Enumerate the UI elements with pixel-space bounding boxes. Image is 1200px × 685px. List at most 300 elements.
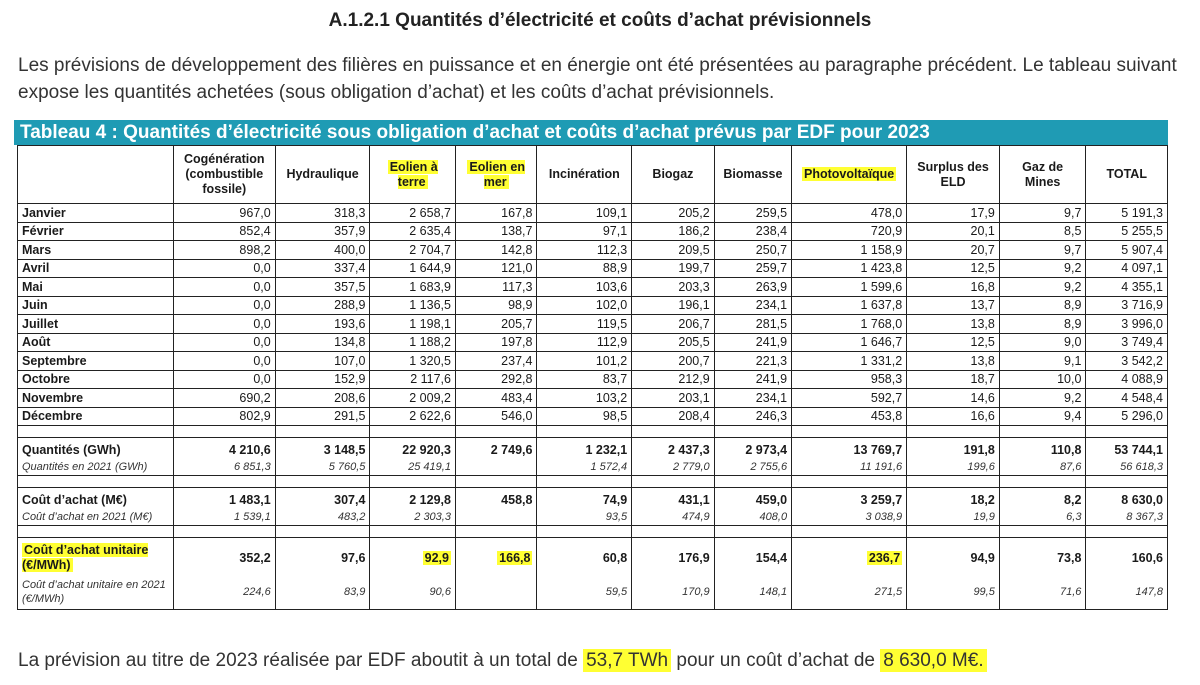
spacer-cell	[173, 526, 275, 538]
table-row	[18, 241, 1168, 260]
table-cell: 3 038,9	[792, 510, 907, 526]
table-cell: 186,2	[632, 222, 715, 241]
table-row	[18, 204, 1168, 223]
table-cell: 203,1	[632, 389, 715, 408]
spacer-cell	[455, 476, 536, 488]
table-cell: 1 539,1	[173, 510, 275, 526]
table-cell: 17,9	[907, 204, 1000, 223]
table-cell: 0,0	[173, 352, 275, 371]
row-label: Coût d’achat unitaire en 2021 (€/MWh)	[18, 576, 174, 610]
row-label: Mars	[18, 241, 174, 260]
cout-unitaire-row	[18, 538, 1168, 576]
table-cell: 176,9	[632, 538, 715, 576]
row-label: Juin	[18, 296, 174, 315]
table-cell: 160,6	[1086, 538, 1168, 576]
spacer-cell	[907, 526, 1000, 538]
table-cell: 259,5	[714, 204, 791, 223]
table-cell: 60,8	[537, 538, 632, 576]
table-row	[18, 370, 1168, 389]
table-cell: 107,0	[275, 352, 370, 371]
table-cell: 121,0	[455, 259, 536, 278]
highlighted-value: 92,9	[424, 550, 449, 565]
table-cell	[370, 538, 456, 576]
table-cell: 3 259,7	[792, 488, 907, 510]
table-cell: 88,9	[537, 259, 632, 278]
table-cell: 13,7	[907, 296, 1000, 315]
table-cell: 458,8	[455, 488, 536, 510]
table-cell: 8,2	[999, 488, 1086, 510]
table-row	[18, 222, 1168, 241]
table-cell: 112,9	[537, 333, 632, 352]
table-cell: 237,4	[455, 352, 536, 371]
table-cell: 1 768,0	[792, 315, 907, 334]
table-cell: 958,3	[792, 370, 907, 389]
table-cell: 53 744,1	[1086, 438, 1168, 460]
spacer-cell	[537, 426, 632, 438]
spacer-cell	[18, 476, 174, 488]
table-cell: 241,9	[714, 370, 791, 389]
table-row	[18, 352, 1168, 371]
table-cell: 0,0	[173, 370, 275, 389]
table-cell: 1 572,4	[537, 460, 632, 476]
row-label: Novembre	[18, 389, 174, 408]
spacer-cell	[792, 476, 907, 488]
table-cell: 2 658,7	[370, 204, 456, 223]
table-row	[18, 315, 1168, 334]
row-label: Septembre	[18, 352, 174, 371]
table-cell: 357,9	[275, 222, 370, 241]
table-cell: 9,4	[999, 407, 1086, 426]
spacer-cell	[632, 476, 715, 488]
table-cell: 8,9	[999, 296, 1086, 315]
table-cell: 5 255,5	[1086, 222, 1168, 241]
spacer-cell	[632, 526, 715, 538]
row-label: Août	[18, 333, 174, 352]
table-body	[18, 204, 1168, 610]
table-cell: 148,1	[714, 576, 791, 610]
spacer-cell	[714, 476, 791, 488]
table-cell: 13,8	[907, 352, 1000, 371]
table-cell: 193,6	[275, 315, 370, 334]
table-cell: 9,2	[999, 389, 1086, 408]
table-cell: 352,2	[173, 538, 275, 576]
spacer-cell	[792, 526, 907, 538]
table-cell: 0,0	[173, 315, 275, 334]
table-cell: 1 423,8	[792, 259, 907, 278]
table-cell: 87,6	[999, 460, 1086, 476]
intro-paragraph: Les prévisions de développement des filières en puissance et en énergie ont été présentées au paragraphe précédent. Le tableau suivant expose les quantités achetées (sous obligation d’achat) et les coûts d’achat prévisionnels.	[18, 55, 1177, 103]
table-cell: 98,9	[455, 296, 536, 315]
quantites-row	[18, 438, 1168, 460]
table-cell: 1 158,9	[792, 241, 907, 260]
row-label: Quantités (GWh)	[18, 438, 174, 460]
spacer-cell	[370, 526, 456, 538]
col-header-incineration: Incinération	[537, 146, 632, 204]
table-cell: 205,7	[455, 315, 536, 334]
spacer-row	[18, 426, 1168, 438]
table-cell: 10,0	[999, 370, 1086, 389]
table-cell: 12,5	[907, 259, 1000, 278]
table-cell: 0,0	[173, 259, 275, 278]
row-label: Janvier	[18, 204, 174, 223]
table-cell: 16,6	[907, 407, 1000, 426]
table-cell: 8,5	[999, 222, 1086, 241]
table-cell: 19,9	[907, 510, 1000, 526]
col-header-photovoltaique-label: Photovoltaïque	[803, 167, 895, 181]
table-cell: 259,7	[714, 259, 791, 278]
corner-cell	[18, 146, 174, 204]
table-cell: 234,1	[714, 296, 791, 315]
spacer-cell	[999, 476, 1086, 488]
highlighted-value: 166,8	[499, 550, 531, 565]
row-label	[18, 538, 174, 576]
table-cell: 5 907,4	[1086, 241, 1168, 260]
table-cell	[455, 576, 536, 610]
table-cell: 5 191,3	[1086, 204, 1168, 223]
table-cell: 9,7	[999, 241, 1086, 260]
table-cell: 167,8	[455, 204, 536, 223]
table-cell: 357,5	[275, 278, 370, 297]
table-cell: 1 188,2	[370, 333, 456, 352]
cout-row	[18, 488, 1168, 510]
purchase-table	[17, 145, 1168, 610]
table-cell: 59,5	[537, 576, 632, 610]
row-label: Coût d’achat en 2021 (M€)	[18, 510, 174, 526]
table-row	[18, 407, 1168, 426]
row-label: Décembre	[18, 407, 174, 426]
table-cell: 474,9	[632, 510, 715, 526]
table-cell: 191,8	[907, 438, 1000, 460]
table-cell: 97,6	[275, 538, 370, 576]
spacer-cell	[999, 526, 1086, 538]
table-cell: 967,0	[173, 204, 275, 223]
table-cell: 154,4	[714, 538, 791, 576]
section-title: A.1.2.1 Quantités d’électricité et coûts d’achat prévisionnels	[328, 10, 872, 31]
table-cell: 71,6	[999, 576, 1086, 610]
table-cell: 1 637,8	[792, 296, 907, 315]
table-cell: 209,5	[632, 241, 715, 260]
table-row	[18, 259, 1168, 278]
spacer-cell	[1086, 426, 1168, 438]
row-label: Avril	[18, 259, 174, 278]
row-label: Octobre	[18, 370, 174, 389]
table-cell: 9,7	[999, 204, 1086, 223]
table-cell: 483,2	[275, 510, 370, 526]
spacer-cell	[455, 526, 536, 538]
table-cell: 147,8	[1086, 576, 1168, 610]
table-cell: 2 129,8	[370, 488, 456, 510]
table-cell: 196,1	[632, 296, 715, 315]
table-cell: 5 760,5	[275, 460, 370, 476]
col-header-cogeneration: Cogénération (combustible fossile)	[173, 146, 275, 204]
table-cell: 9,0	[999, 333, 1086, 352]
spacer-cell	[714, 526, 791, 538]
spacer-cell	[632, 426, 715, 438]
table-cell: 13,8	[907, 315, 1000, 334]
table-cell: 3 716,9	[1086, 296, 1168, 315]
table-cell: 238,4	[714, 222, 791, 241]
table-cell: 2 749,6	[455, 438, 536, 460]
table-cell: 2 622,6	[370, 407, 456, 426]
table-cell: 2 779,0	[632, 460, 715, 476]
table-cell: 205,5	[632, 333, 715, 352]
table-cell: 73,8	[999, 538, 1086, 576]
col-header-eolien-terre	[370, 146, 456, 204]
table-cell: 199,6	[907, 460, 1000, 476]
table-cell: 11 191,6	[792, 460, 907, 476]
table-cell: 200,7	[632, 352, 715, 371]
table-cell: 546,0	[455, 407, 536, 426]
col-header-eolien-mer-label: Eolien en mer	[469, 159, 525, 189]
table-cell: 9,2	[999, 278, 1086, 297]
table-cell: 241,9	[714, 333, 791, 352]
table-cell: 271,5	[792, 576, 907, 610]
col-header-photovoltaique	[792, 146, 907, 204]
quantites-2021-row	[18, 460, 1168, 476]
col-header-biogaz: Biogaz	[632, 146, 715, 204]
table-cell: 119,5	[537, 315, 632, 334]
table-cell: 1 683,9	[370, 278, 456, 297]
footer-total-cost: 8 630,0 M€.	[880, 649, 986, 672]
cout-2021-row	[18, 510, 1168, 526]
table-cell: 199,7	[632, 259, 715, 278]
table-cell: 103,2	[537, 389, 632, 408]
table-cell: 56 618,3	[1086, 460, 1168, 476]
col-header-gaz-mines: Gaz de Mines	[999, 146, 1086, 204]
footer-summary	[18, 650, 987, 672]
spacer-cell	[1086, 526, 1168, 538]
table-cell: 208,6	[275, 389, 370, 408]
spacer-cell	[275, 476, 370, 488]
table-cell: 16,8	[907, 278, 1000, 297]
table-cell: 307,4	[275, 488, 370, 510]
spacer-row	[18, 526, 1168, 538]
table-cell: 14,6	[907, 389, 1000, 408]
row-label: Mai	[18, 278, 174, 297]
header-row	[18, 146, 1168, 204]
table-cell: 4 355,1	[1086, 278, 1168, 297]
table-cell: 4 088,9	[1086, 370, 1168, 389]
spacer-cell	[537, 526, 632, 538]
table-cell: 20,1	[907, 222, 1000, 241]
table-cell: 1 599,6	[792, 278, 907, 297]
table-cell: 22 920,3	[370, 438, 456, 460]
table-cell: 101,2	[537, 352, 632, 371]
spacer-cell	[907, 426, 1000, 438]
table-cell: 291,5	[275, 407, 370, 426]
col-header-surplus-eld: Surplus des ELD	[907, 146, 1000, 204]
table-cell: 18,2	[907, 488, 1000, 510]
table-cell: 3 996,0	[1086, 315, 1168, 334]
table-cell: 170,9	[632, 576, 715, 610]
table-cell: 431,1	[632, 488, 715, 510]
spacer-cell	[537, 476, 632, 488]
table-cell: 2 973,4	[714, 438, 791, 460]
table-cell: 9,2	[999, 259, 1086, 278]
row-label: Juillet	[18, 315, 174, 334]
table-row	[18, 296, 1168, 315]
footer-total-energy: 53,7 TWh	[583, 649, 671, 672]
table-cell: 8,9	[999, 315, 1086, 334]
table-cell: 6 851,3	[173, 460, 275, 476]
spacer-cell	[18, 526, 174, 538]
table-cell: 3 542,2	[1086, 352, 1168, 371]
col-header-hydraulique: Hydraulique	[275, 146, 370, 204]
table-cell: 1 646,7	[792, 333, 907, 352]
spacer-cell	[370, 426, 456, 438]
table-cell: 1 136,5	[370, 296, 456, 315]
table-cell: 93,5	[537, 510, 632, 526]
row-label: Coût d’achat (M€)	[18, 488, 174, 510]
table-cell: 6,3	[999, 510, 1086, 526]
table-cell: 246,3	[714, 407, 791, 426]
table-cell: 281,5	[714, 315, 791, 334]
table-cell: 1 198,1	[370, 315, 456, 334]
table-cell: 400,0	[275, 241, 370, 260]
table-cell: 318,3	[275, 204, 370, 223]
table-cell: 90,6	[370, 576, 456, 610]
table-cell: 2 755,6	[714, 460, 791, 476]
row-label: Quantités en 2021 (GWh)	[18, 460, 174, 476]
table-cell: 1 320,5	[370, 352, 456, 371]
table-cell: 250,7	[714, 241, 791, 260]
table-cell: 221,3	[714, 352, 791, 371]
table-cell: 592,7	[792, 389, 907, 408]
spacer-cell	[455, 426, 536, 438]
table-cell: 408,0	[714, 510, 791, 526]
spacer-cell	[275, 526, 370, 538]
spacer-cell	[18, 426, 174, 438]
table-cell: 852,4	[173, 222, 275, 241]
spacer-cell	[792, 426, 907, 438]
spacer-cell	[1086, 476, 1168, 488]
table-cell: 802,9	[173, 407, 275, 426]
table-cell: 103,6	[537, 278, 632, 297]
table-cell: 83,9	[275, 576, 370, 610]
spacer-cell	[999, 426, 1086, 438]
table-cell: 478,0	[792, 204, 907, 223]
table-cell: 74,9	[537, 488, 632, 510]
table-cell: 1 483,1	[173, 488, 275, 510]
table-cell: 2 117,6	[370, 370, 456, 389]
cout-unitaire-2021-row	[18, 576, 1168, 610]
col-header-biomasse: Biomasse	[714, 146, 791, 204]
table-row	[18, 389, 1168, 408]
table-cell: 99,5	[907, 576, 1000, 610]
table-cell: 224,6	[173, 576, 275, 610]
table-cell: 288,9	[275, 296, 370, 315]
table-cell: 20,7	[907, 241, 1000, 260]
col-header-eolien-mer	[455, 146, 536, 204]
spacer-row	[18, 476, 1168, 488]
table-cell: 208,4	[632, 407, 715, 426]
table-cell: 98,5	[537, 407, 632, 426]
table-caption: Tableau 4 : Quantités d’électricité sous obligation d’achat et coûts d’achat prévus par EDF pour 2023	[14, 120, 1168, 145]
row-label: Février	[18, 222, 174, 241]
table-cell	[455, 538, 536, 576]
table-cell: 720,9	[792, 222, 907, 241]
table-cell: 97,1	[537, 222, 632, 241]
table-cell: 5 296,0	[1086, 407, 1168, 426]
table-cell: 102,0	[537, 296, 632, 315]
table-cell: 4 210,6	[173, 438, 275, 460]
footer-prefix: La prévision au titre de 2023 réalisée par EDF aboutit à un total de	[18, 650, 584, 671]
spacer-cell	[173, 426, 275, 438]
table-cell: 4 548,4	[1086, 389, 1168, 408]
table-cell: 117,3	[455, 278, 536, 297]
table-cell: 112,3	[537, 241, 632, 260]
spacer-cell	[173, 476, 275, 488]
col-header-total: TOTAL	[1086, 146, 1168, 204]
table-cell: 453,8	[792, 407, 907, 426]
table-cell: 2 303,3	[370, 510, 456, 526]
spacer-cell	[907, 476, 1000, 488]
table-cell: 3 148,5	[275, 438, 370, 460]
footer-middle: pour un coût d’achat de	[671, 650, 881, 671]
spacer-cell	[275, 426, 370, 438]
table-cell: 109,1	[537, 204, 632, 223]
table-cell: 898,2	[173, 241, 275, 260]
table-cell	[455, 510, 536, 526]
table-cell: 12,5	[907, 333, 1000, 352]
table-cell: 1 331,2	[792, 352, 907, 371]
table-cell: 142,8	[455, 241, 536, 260]
table-cell: 212,9	[632, 370, 715, 389]
table-cell: 18,7	[907, 370, 1000, 389]
highlighted-value: 236,7	[868, 550, 901, 565]
table-cell	[455, 460, 536, 476]
table-cell: 1 232,1	[537, 438, 632, 460]
table-cell: 206,7	[632, 315, 715, 334]
table-cell: 203,3	[632, 278, 715, 297]
table-cell: 2 704,7	[370, 241, 456, 260]
table-cell: 205,2	[632, 204, 715, 223]
table-cell: 0,0	[173, 296, 275, 315]
table-cell: 13 769,7	[792, 438, 907, 460]
table-cell: 2 437,3	[632, 438, 715, 460]
table-cell: 152,9	[275, 370, 370, 389]
table-cell: 134,8	[275, 333, 370, 352]
table-cell: 263,9	[714, 278, 791, 297]
table-cell: 94,9	[907, 538, 1000, 576]
table-cell: 138,7	[455, 222, 536, 241]
table-cell: 83,7	[537, 370, 632, 389]
table-cell: 0,0	[173, 333, 275, 352]
table-cell: 234,1	[714, 389, 791, 408]
table-cell: 1 644,9	[370, 259, 456, 278]
row-label-text: Coût d’achat unitaire (€/MWh)	[22, 542, 149, 572]
table-row	[18, 333, 1168, 352]
table-cell	[792, 538, 907, 576]
spacer-cell	[370, 476, 456, 488]
table-cell: 2 635,4	[370, 222, 456, 241]
table-cell: 292,8	[455, 370, 536, 389]
col-header-eolien-terre-label: Eolien à terre	[389, 159, 438, 189]
table-cell: 9,1	[999, 352, 1086, 371]
table-cell: 483,4	[455, 389, 536, 408]
table-cell: 110,8	[999, 438, 1086, 460]
table-cell: 197,8	[455, 333, 536, 352]
table-cell: 8 367,3	[1086, 510, 1168, 526]
table-row	[18, 278, 1168, 297]
table-cell: 3 749,4	[1086, 333, 1168, 352]
table-cell: 25 419,1	[370, 460, 456, 476]
table-cell: 690,2	[173, 389, 275, 408]
table-cell: 2 009,2	[370, 389, 456, 408]
spacer-cell	[714, 426, 791, 438]
table-cell: 0,0	[173, 278, 275, 297]
table-cell: 459,0	[714, 488, 791, 510]
